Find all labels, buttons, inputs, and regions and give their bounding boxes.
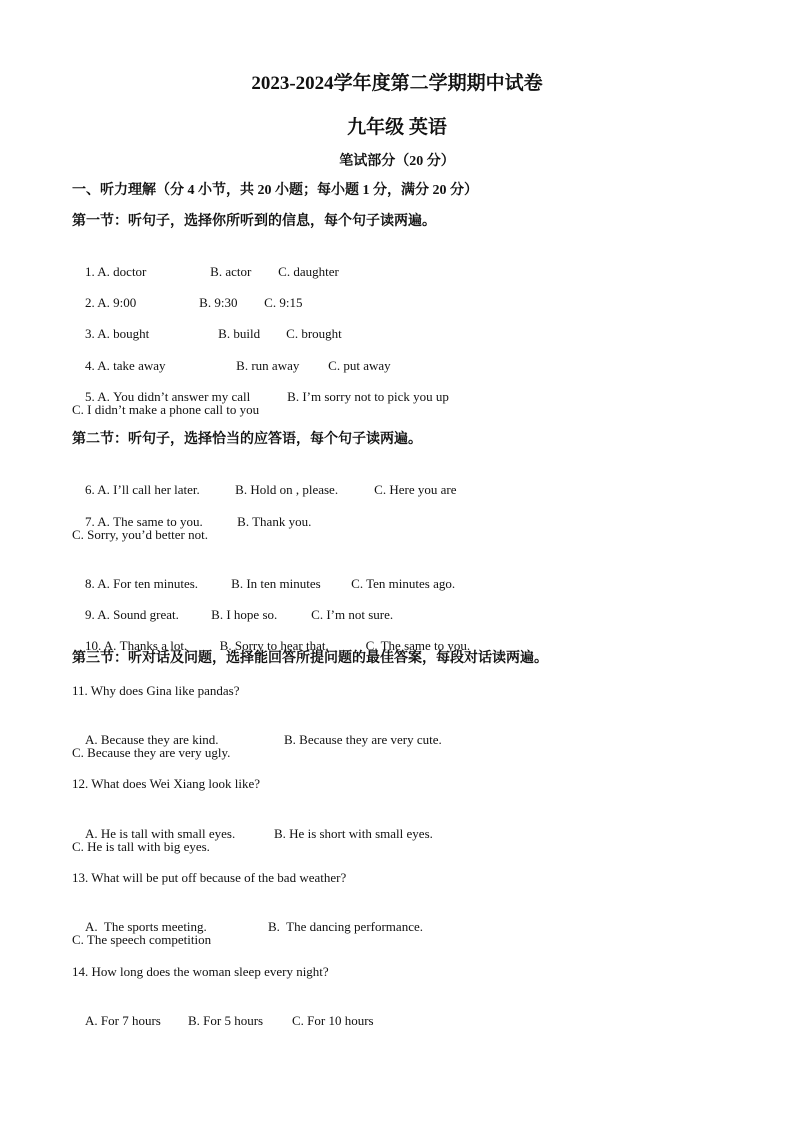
q14-option-a: A. For 7 hours	[85, 1013, 161, 1028]
q2-option-c: C. 9:15	[264, 295, 303, 310]
q12-option-b: B. He is short with small eyes.	[274, 826, 433, 841]
q8-option-c: C. Ten minutes ago.	[351, 576, 456, 591]
q7-num: 7. A.	[85, 514, 110, 529]
q13-option-a: A. The sports meeting.	[85, 919, 207, 934]
q14-option-c: C. For 10 hours	[292, 1013, 374, 1028]
q10-option-b: B. Sorry to hear that.	[219, 638, 329, 653]
q7-option-b: B. Thank you.	[237, 514, 312, 529]
q5-option-b: B. I’m sorry not to pick you up	[287, 389, 449, 404]
q2-option-b: B. 9:30	[199, 295, 238, 310]
part2-heading: 第二节：听句子，选择恰当的应答语，每个句子读两遍。	[72, 432, 422, 447]
q8-num: 8. A.	[85, 576, 110, 591]
q9-option-c: C. I’m not sure.	[311, 607, 394, 622]
q12-option-a: A. He is tall with small eyes.	[85, 826, 236, 841]
q3-num: 3. A.	[85, 326, 110, 341]
q6-option-a: I’ll call her later.	[113, 482, 200, 497]
q14-stem: 14. How long does the woman sleep every night?	[72, 964, 329, 979]
q6-option-c: C. Here you are	[374, 482, 457, 497]
q2-option-a: 9:00	[113, 295, 137, 310]
q7-option-a: The same to you.	[113, 514, 203, 529]
q14-option-b: B. For 5 hours	[188, 1013, 264, 1028]
q6-option-b: B. Hold on , please.	[235, 482, 339, 497]
q6-num: 6. A.	[85, 482, 110, 497]
q11-option-c: C. Because they are very ugly.	[72, 745, 231, 760]
q1-option-c: C. daughter	[278, 264, 339, 279]
q5-option-a: You didn’t answer my call	[113, 389, 251, 404]
q1-option-a: doctor	[113, 264, 147, 279]
q4-option-b: B. run away	[236, 358, 300, 373]
q4-option-c: C. put away	[328, 358, 391, 373]
exam-part: 笔试部分（20 分）	[339, 154, 455, 169]
q12-stem: 12. What does Wei Xiang look like?	[72, 776, 261, 791]
q9-option-b: B. I hope so.	[211, 607, 278, 622]
part3-heading: 第三节：听对话及问题，选择能回答所提问题的最佳答案，每段对话读两遍。	[72, 651, 548, 666]
q13-option-b: B. The dancing performance.	[268, 919, 423, 934]
q7-option-c: C. Sorry, you’d better not.	[72, 527, 208, 542]
exam-title: 2023-2024学年度第二学期期中试卷	[251, 73, 543, 94]
q3-option-a: bought	[113, 326, 150, 341]
q11-option-b: B. Because they are very cute.	[284, 732, 442, 747]
question-14-options	[72, 994, 374, 1048]
q11-stem: 11. Why does Gina like pandas?	[72, 683, 240, 698]
q10-option-c: C. The same to you.	[365, 638, 471, 653]
q3-option-c: C. brought	[286, 326, 342, 341]
q8-option-b: B. In ten minutes	[231, 576, 321, 591]
q8-option-a: For ten minutes.	[113, 576, 199, 591]
q10-num: 10. A.	[85, 638, 117, 653]
q5-num: 5. A.	[85, 389, 110, 404]
q9-option-a: Sound great.	[113, 607, 179, 622]
part1-heading: 第一节：听句子，选择你所听到的信息，每个句子读两遍。	[72, 214, 436, 229]
q13-option-c: C. The speech competition	[72, 932, 212, 947]
q1-option-b: B. actor	[210, 264, 252, 279]
q12-option-c: C. He is tall with big eyes.	[72, 839, 210, 854]
exam-subtitle: 九年级 英语	[347, 117, 447, 138]
q2-num: 2. A.	[85, 295, 110, 310]
q13-stem: 13. What will be put off because of the bad weather?	[72, 870, 347, 885]
q4-option-a: take away	[113, 358, 166, 373]
q11-option-a: A. Because they are kind.	[85, 732, 219, 747]
section-heading: 一、听力理解（分 4 小节，共 20 小题；每小题 1 分，满分 20 分）	[72, 183, 478, 198]
q1-num: 1. A.	[85, 264, 110, 279]
q5-option-c: C. I didn’t make a phone call to you	[72, 402, 260, 417]
q10-option-a: Thanks a lot.	[119, 638, 188, 653]
q4-num: 4. A.	[85, 358, 110, 373]
q3-option-b: B. build	[218, 326, 261, 341]
q9-num: 9. A.	[85, 607, 110, 622]
